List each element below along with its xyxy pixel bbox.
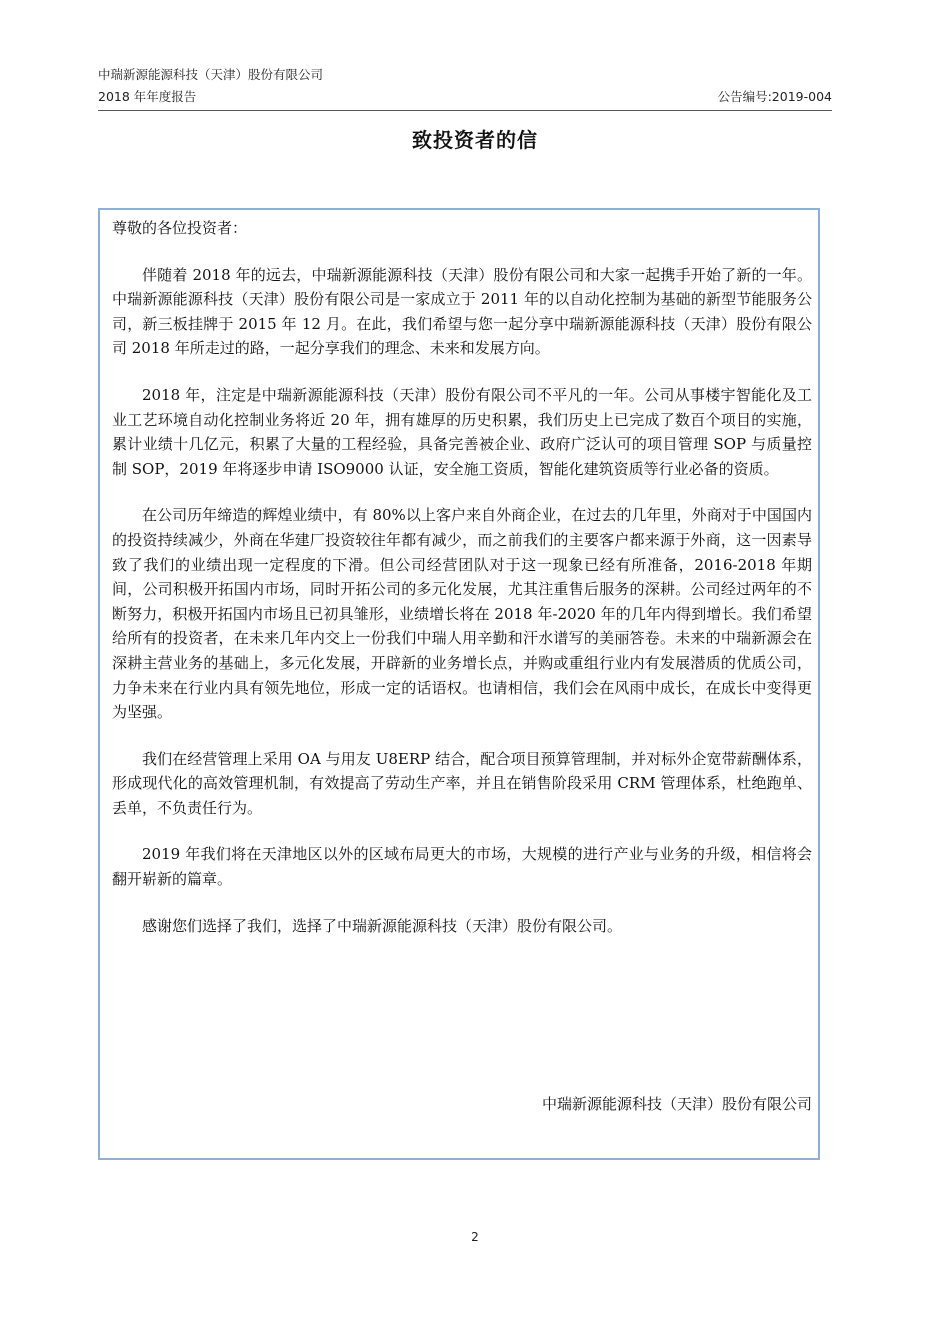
header-row xyxy=(98,86,832,108)
letter-body xyxy=(112,216,812,960)
header-report-name: 2018 年年度报告 xyxy=(98,89,197,104)
letter-paragraph-5: 2019 年我们将在天津地区以外的区域布局更大的市场，大规模的进行产业与业务的升级，相信将会翻开崭新的篇章。 xyxy=(112,845,812,889)
header-notice-number: 公告编号:2019-004 xyxy=(717,89,832,104)
letter-paragraph-4: 我们在经营管理上采用 OA 与用友 U8ERP 结合，配合项目预算管理制，并对标外企宽带薪酬体系，形成现代化的高效管理机制，有效提高了劳动生产率，并且在销售阶段采用 CRM 管理体系，杜绝跑单、丢单，不负责任行为。 xyxy=(112,749,812,817)
letter-paragraph-6: 感谢您们选择了我们，选择了中瑞新源能源科技（天津）股份有限公司。 xyxy=(142,916,623,935)
letter-paragraph-1: 伴随着 2018 年的远去，中瑞新源能源科技（天津）股份有限公司和大家一起携手开始了新的一年。中瑞新源能源科技（天津）股份有限公司是一家成立于 2011 年的以自动化控制为基础的新型节能服务公司，新三板挂牌于 2015 年 12 月。在此，我们希望与您一起分享中瑞新源能源科技（天津）股份有限公司 2018 年所走过的路，一起分享我们的理念、未来和发展方向。 xyxy=(112,265,812,358)
page-header xyxy=(98,64,832,108)
header-divider xyxy=(98,110,832,111)
letter-salutation: 尊敬的各位投资者： xyxy=(112,219,248,237)
letter-paragraph-3: 在公司历年缔造的辉煌业绩中，有 80%以上客户来自外商企业，在过去的几年里，外商对于中国国内的投资持续减少，外商在华建厂投资较往年都有减少，而之前我们的主要客户都来源于外商，这一因素导致了我们的业绩出现一定程度的下滑。但公司经营团队对于这一现象已经有所准备，2016-2018 年期间，公司积极开拓国内市场，同时开拓公司的多元化发展，尤其注重售后服务的深耕。公司经过两年的不断努力，积极开拓国内市场且已初具雏形，业绩增长将在 2018 年-2020 年的几年内得到增长。我们希望给所有的投资者，在未来几年内交上一份我们中瑞人用辛勤和汗水谱写的美丽答卷。未来的中瑞新源会在深耕主营业务的基础上，多元化发展，开辟新的业务增长点，并购或重组行业内有发展潜质的优质公司，力争未来在行业内具有领先地位，形成一定的话语权。也请相信，我们会在风雨中成长，在成长中变得更为坚强。 xyxy=(112,506,812,722)
header-company: 中瑞新源能源科技（天津）股份有限公司 xyxy=(98,67,324,82)
page-title: 致投资者的信 xyxy=(412,128,538,152)
letter-signature: 中瑞新源能源科技（天津）股份有限公司 xyxy=(541,1095,812,1113)
letter-paragraph-2: 2018 年，注定是中瑞新源能源科技（天津）股份有限公司不平凡的一年。公司从事楼宇智能化及工业工艺环境自动化控制业务将近 20 年，拥有雄厚的历史积累，我们历史上已完成了数百个项目的实施，累计业绩十几亿元，积累了大量的工程经验，具备完善被企业、政府广泛认可的项目管理 SOP 与质量控制 SOP，2019 年将逐步申请 ISO9000 认证，安全施工资质，智能化建筑资质等行业必备的资质。 xyxy=(112,385,812,478)
page-number: 2 xyxy=(471,1230,479,1244)
